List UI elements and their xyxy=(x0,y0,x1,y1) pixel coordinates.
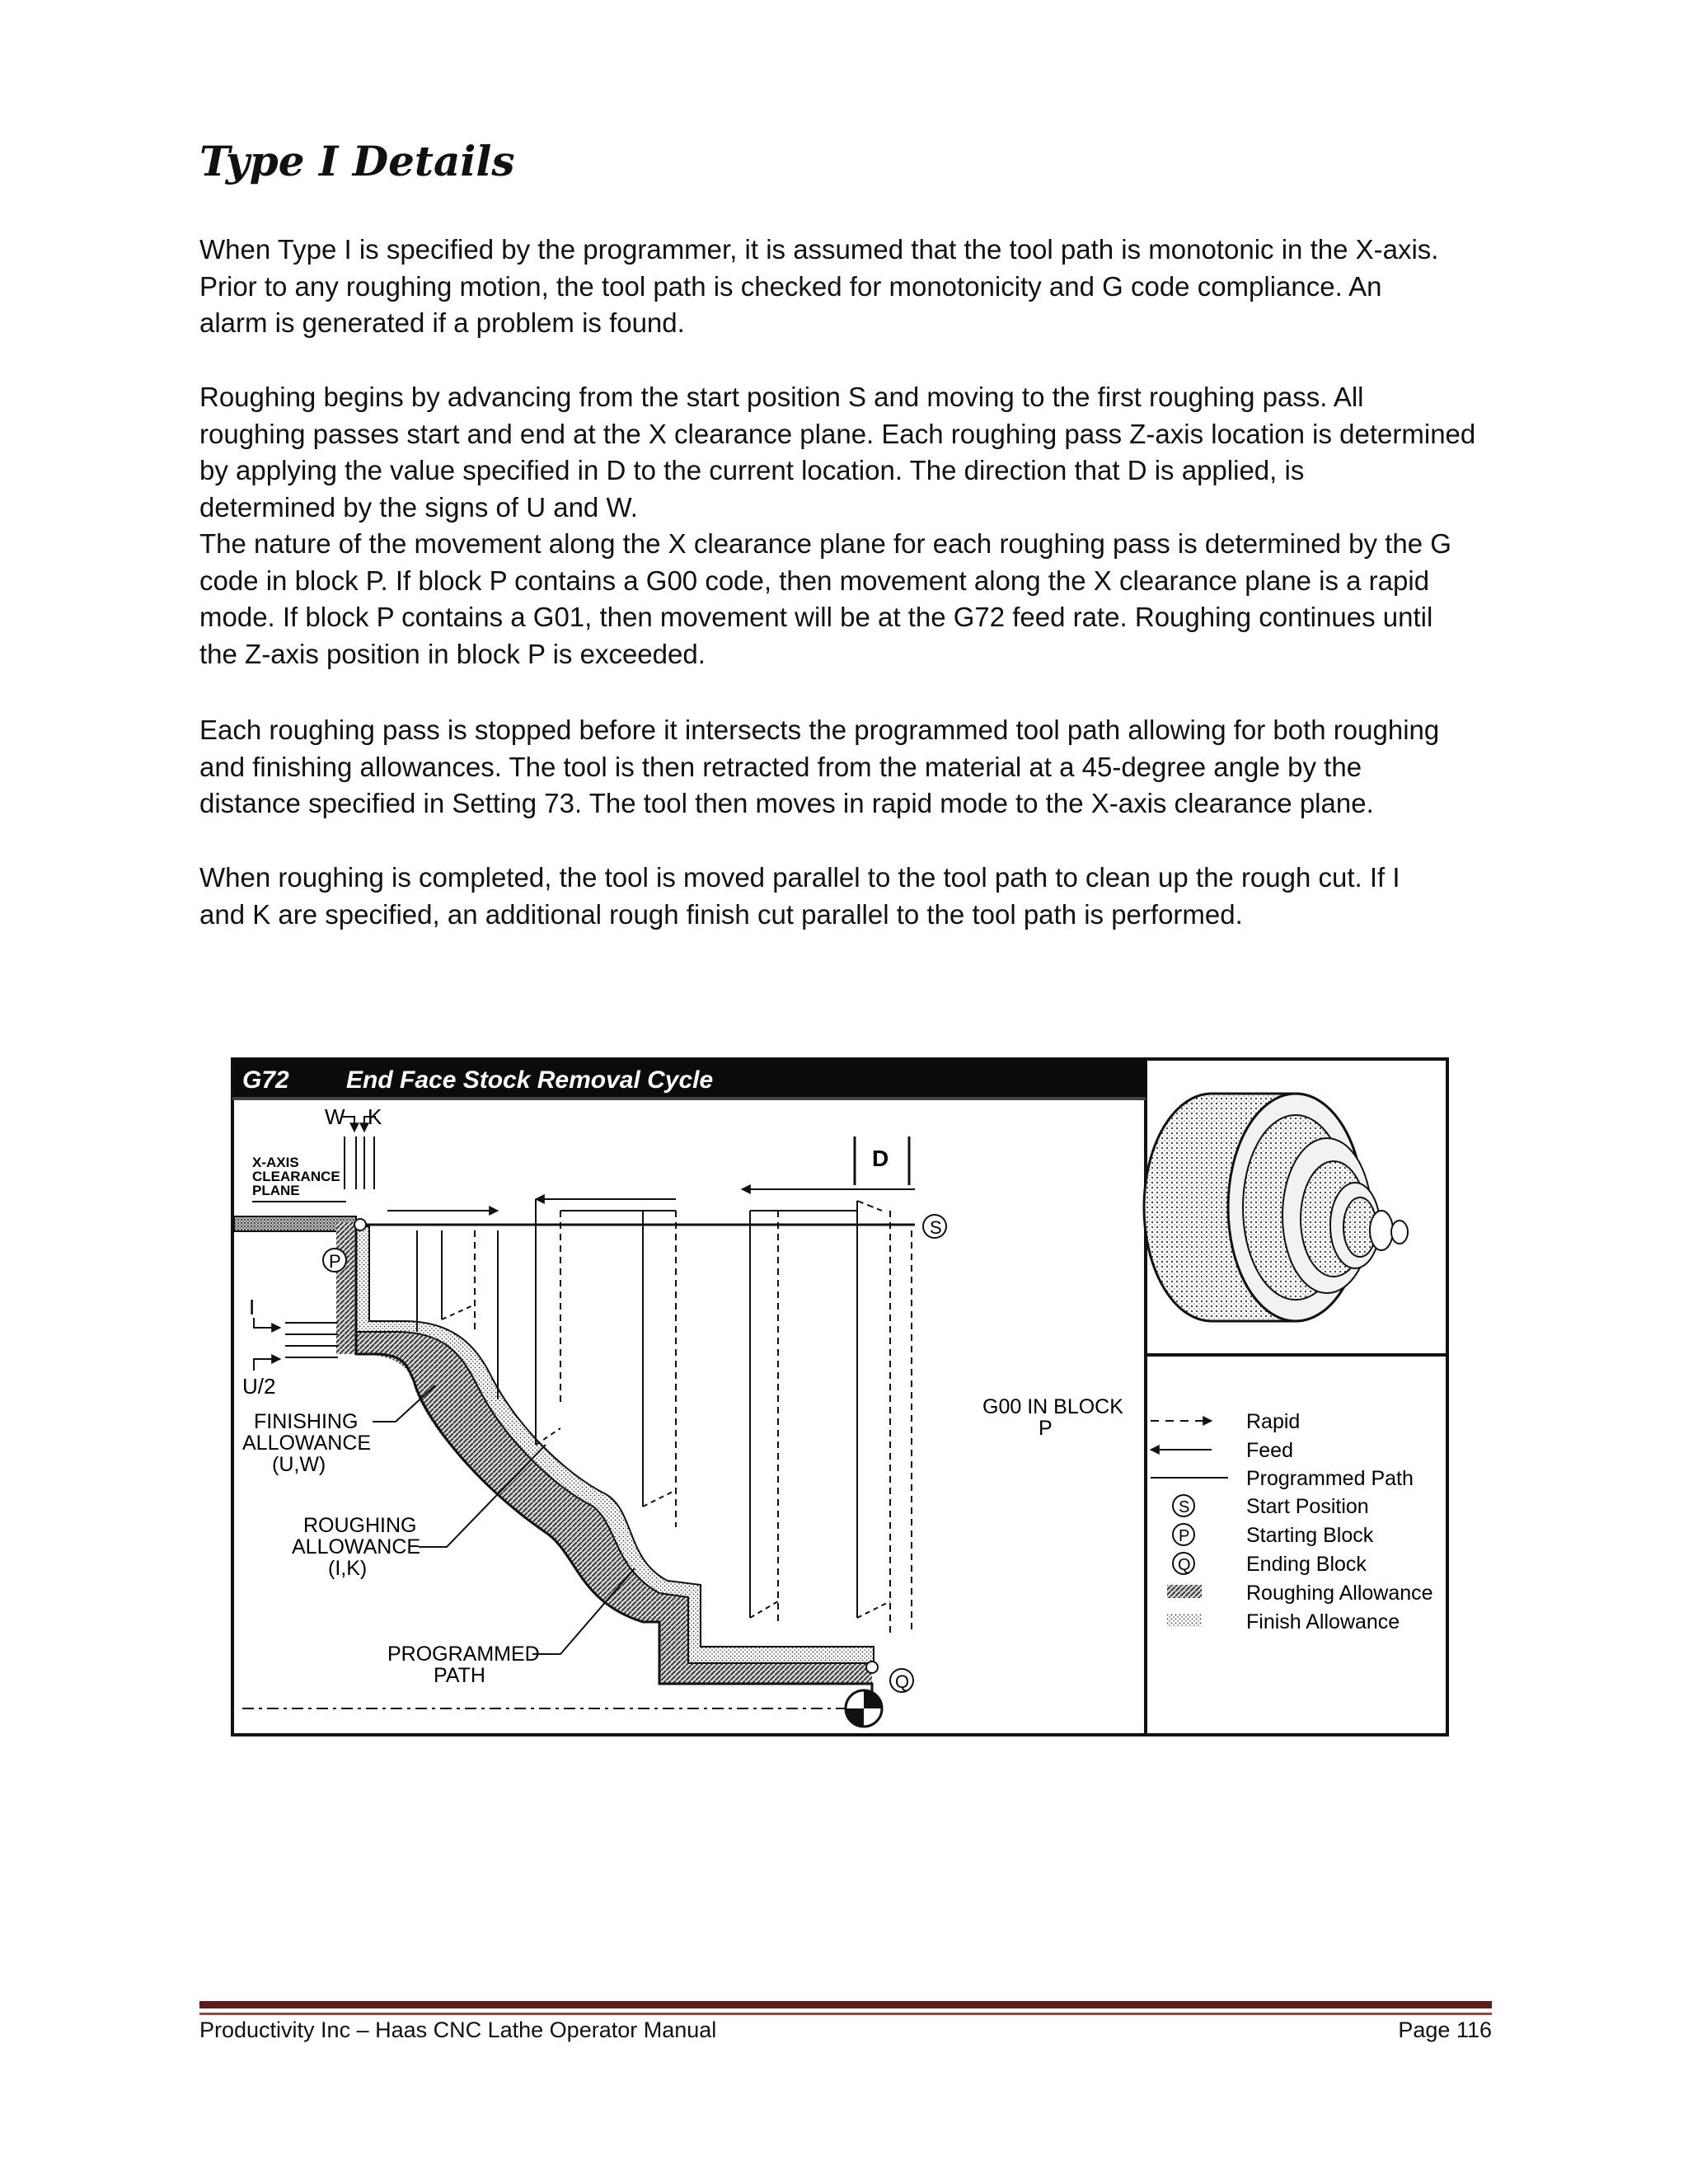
legend-label-programmed: Programmed Path xyxy=(1246,1467,1414,1490)
paragraph-roughing-pass xyxy=(199,712,1502,823)
legend-label-ending-block: Ending Block xyxy=(1246,1553,1367,1576)
text-line: When roughing is completed, the tool is moved parallel to the tool path to clean up the rough cut. If I xyxy=(199,862,1400,893)
text-line: and finishing allowances. The tool is then retracted from the material at a 45-degree angle by the xyxy=(199,751,1362,782)
legend-symbol-s: S xyxy=(1179,1498,1190,1516)
text-line: Each roughing pass is stopped before it intersects the programmed tool path allowing for both roughing xyxy=(199,715,1440,745)
finishing-label-line-2: ALLOWANCE xyxy=(242,1432,372,1455)
i-label: I xyxy=(249,1295,256,1319)
title-text: End Face Stock Removal Cycle xyxy=(346,1066,714,1094)
title-code: G72 xyxy=(242,1066,289,1094)
marker-q-letter: Q xyxy=(895,1671,910,1692)
programmed-label-line-1: PROGRAMMED xyxy=(387,1643,540,1666)
g00-label-line-1: G00 IN BLOCK xyxy=(982,1395,1123,1418)
end-point xyxy=(866,1661,878,1673)
text-line: the Z-axis position in block P is exceeded. xyxy=(199,638,706,669)
finishing-label-line-3: (U,W) xyxy=(272,1453,326,1476)
text-line: Roughing begins by advancing from the start position S and moving to the first roughing pass. All xyxy=(199,382,1364,412)
paragraph-type-i-assumption xyxy=(199,232,1502,342)
text-line: distance specified in Setting 73. The tool then moves in rapid mode to the X-axis clearance plane. xyxy=(199,788,1374,818)
text-line: Prior to any roughing motion, the tool path is checked for monotonicity and G code compliance. An xyxy=(199,270,1382,302)
d-label: D xyxy=(872,1146,889,1171)
legend-symbol-p: P xyxy=(1179,1527,1190,1545)
text-line: and K are specified, an additional rough finish cut parallel to the tool path is performed. xyxy=(199,898,1243,930)
programmed-label-line-2: PATH xyxy=(434,1664,485,1687)
g72-diagram xyxy=(231,1057,1449,1736)
legend-symbol-q: Q xyxy=(1178,1556,1191,1574)
roughing-label-line-1: ROUGHING xyxy=(303,1514,417,1537)
legend-label-start: Start Position xyxy=(1246,1495,1369,1518)
text-line: by applying the value specified in D to the current location. The direction that D is applied, is xyxy=(199,455,1305,485)
g00-label-line-2: P xyxy=(1039,1417,1053,1440)
roughing-label-line-2: ALLOWANCE xyxy=(292,1535,421,1558)
text-line: alarm is generated if a problem is found. xyxy=(199,307,685,338)
footer-rule-thin xyxy=(199,2013,1492,2015)
text-line: mode. If block P contains a G01, then movement will be at the G72 feed rate. Roughing continues until xyxy=(199,602,1433,632)
paragraph-roughing-completed xyxy=(199,860,1502,933)
roughing-label-line-3: (I,K) xyxy=(328,1557,368,1580)
finishing-label-line-1: FINISHING xyxy=(254,1410,359,1433)
w-label: W xyxy=(325,1104,345,1129)
title-bar-edge xyxy=(232,1097,1146,1100)
text-line: determined by the signs of U and W. xyxy=(199,491,638,523)
paragraph-roughing-begins xyxy=(199,379,1502,673)
legend-label-rapid: Rapid xyxy=(1246,1410,1301,1433)
u2-label: U/2 xyxy=(242,1374,276,1399)
clearance-label-line-2: CLEARANCE xyxy=(252,1169,340,1184)
legend-label-roughing: Roughing Allowance xyxy=(1246,1582,1433,1605)
origin-symbol xyxy=(846,1690,882,1727)
legend-label-finish: Finish Allowance xyxy=(1246,1610,1400,1633)
clearance-label-line-3: PLANE xyxy=(252,1183,300,1198)
k-label: K xyxy=(368,1104,382,1129)
legend-label-feed: Feed xyxy=(1246,1439,1293,1462)
footer-title: Productivity Inc – Haas CNC Lathe Operator Manual xyxy=(199,2018,717,2042)
legend-label-starting-block: Starting Block xyxy=(1246,1524,1374,1547)
start-point xyxy=(354,1219,366,1230)
page-heading: Type I Details xyxy=(199,137,515,185)
marker-s-letter: S xyxy=(930,1217,942,1238)
text-line: code in block P. If block P contains a G00 code, then movement along the X clearance plane is a rapid xyxy=(199,565,1430,596)
footer-rule-thick xyxy=(199,2001,1492,2008)
page-number: Page 116 xyxy=(1398,2018,1492,2042)
text-line: roughing passes start and end at the X clearance plane. Each roughing pass Z-axis location is determined xyxy=(199,418,1476,449)
text-line: The nature of the movement along the X clearance plane for each roughing pass is determined by the G xyxy=(199,528,1451,559)
marker-p-letter: P xyxy=(329,1251,341,1272)
clearance-label-line-1: X-AXIS xyxy=(252,1155,299,1170)
text-line: When Type I is specified by the programmer, it is assumed that the tool path is monotonic in the X-axis. xyxy=(199,234,1439,265)
